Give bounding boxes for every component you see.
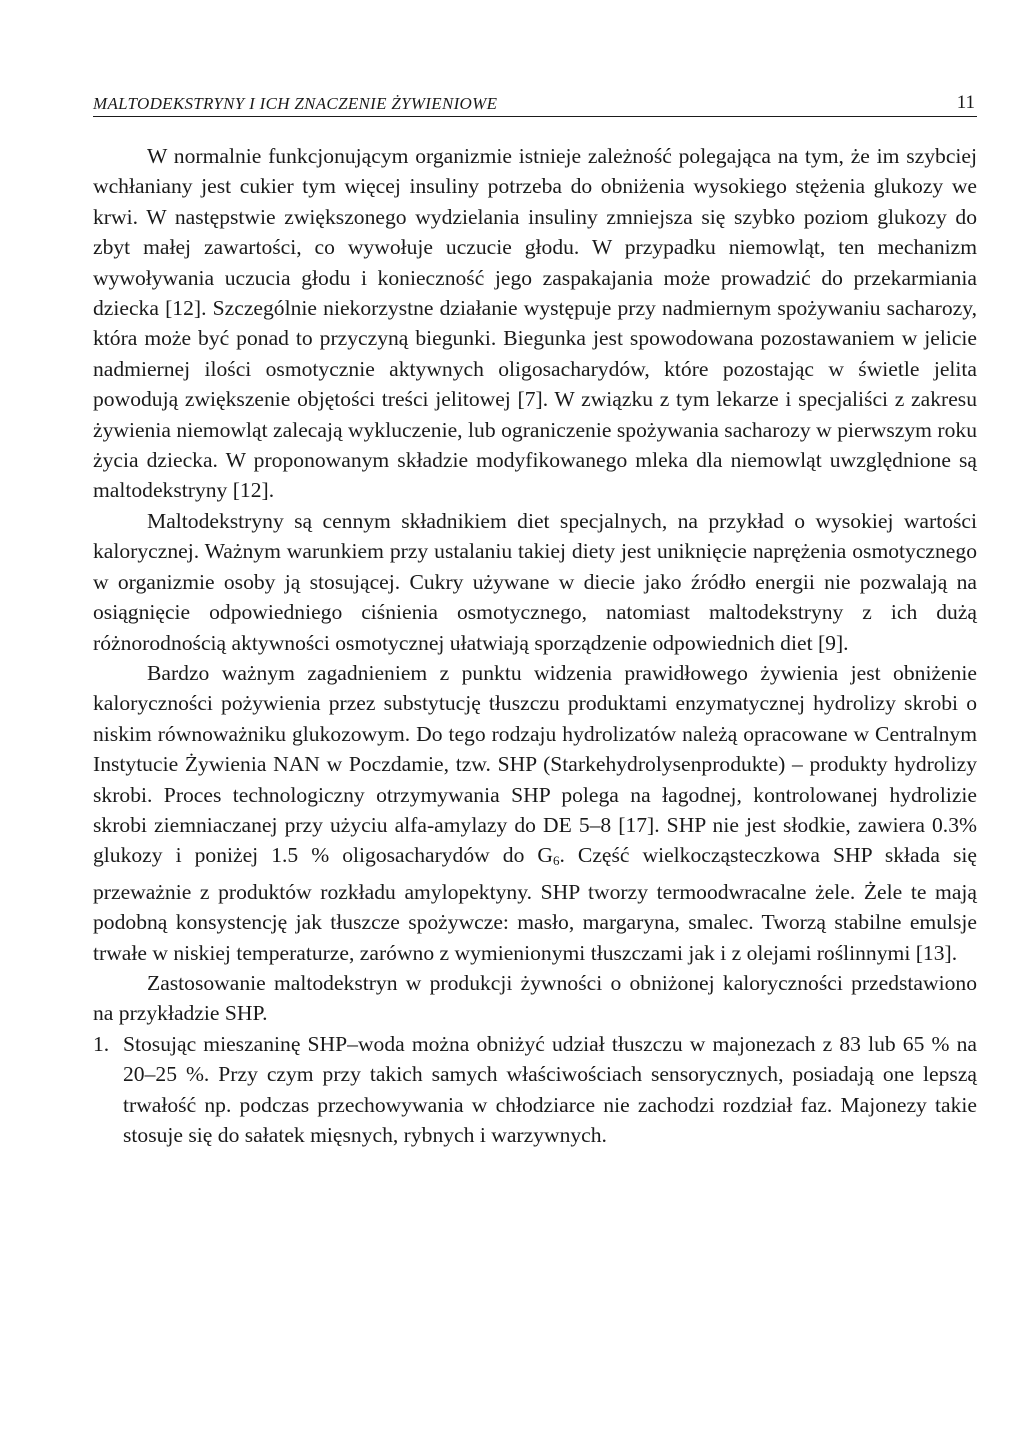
running-title: MALTODEKSTRYNY I ICH ZNACZENIE ŻYWIENIOWE: [93, 94, 498, 113]
list-item: [93, 1029, 977, 1151]
paragraph-1: W normalnie funkcjonującym organizmie istnieje zależność polegająca na tym, że im szybciej wchłaniany jest cukier tym więcej insuliny potrzeba do obniżenia wysokiego stężenia glukozy we krwi. W następstwie zwiększonego wydzielania insuliny zmniejsza się szybko poziom glukozy do zbyt małej zawartości, co wywołuje uczucie głodu. W przypadku niemowląt, ten mechanizm wywoływania uczucia głodu i konieczność jego zaspakajania może prowadzić do przekarmiania dziecka [12]. Szczególnie niekorzystne działanie występuje przy nadmiernym spożywaniu sacharozy, która może być ponad to przyczyną biegunki. Biegunka jest spowodowana pozostawaniem w jelicie nadmiernej ilości osmotycznie aktywnych oligosacharydów, które pozostając w świetle jelita powodują zwiększenie objętości treści jelitowej [7]. W związku z tym lekarze i specjaliści z zakresu żywienia niemowląt zalecają wykluczenie, lub ograniczenie spożywania sacharozy w pierwszym roku życia dziecka. W proponowanym składzie modyfikowanego mleka dla niemowląt uwzględnione są maltodekstryny [12].: [93, 144, 977, 503]
paragraph-2: Maltodekstryny są cennym składnikiem diet specjalnych, na przykład o wysokiej wartości kalorycznej. Ważnym warunkiem przy ustalaniu takiej diety jest uniknięcie naprężenia osmotycznego w organizmie osoby ją stosującej. Cukry używane w diecie jako źródło energii nie pozwalają na osiągnięcie odpowiedniego ciśnienia osmotycznego, natomiast maltodekstryny z ich dużą różnorodnością aktywności osmotycznej ułatwiają sporządzenie odpowiednich diet [9].: [93, 508, 977, 655]
paragraph-3-text-b: . Część wielkocząsteczkowa SHP składa się przeważnie z produktów rozkładu amylopektyny. SHP tworzy termoodwracalne żele. Żele te mają podobną konsystencję jak tłuszcze spożywcze: masło, margaryna, smalec. Tworzą stabilne emulsje trwałe w niskiej temperaturze, zarówno z wymienionymi tłuszczami jak i z olejami roślinnymi [13].: [93, 843, 977, 965]
paragraph-3-text-a: Bardzo ważnym zagadnieniem z punktu widzenia prawidłowego żywienia jest obniżenie kaloryczności pożywienia przez substytucję tłuszczu produktami enzymatycznej hydrolizy skrobi o niskim równoważniku glukozowym. Do tego rodzaju hydrolizatów należą opracowane w Centralnym Instytucie Żywienia NAN w Poczdamie, tzw. SHP (Starkehydrolysenprodukte) – produkty hydrolizy skrobi. Proces technologiczny otrzymywania SHP polega na łagodnej, kontrolowanej hydrolizie skrobi ziemniaczanej przy użyciu alfa-amylazy do DE 5–8 [17]. SHP nie jest słodkie, zawiera 0.3% glukozy i poniżej 1.5 % oligosacharydów do G: [93, 660, 977, 868]
page-number: 11: [956, 92, 975, 113]
subscript-g6: 6: [553, 853, 560, 869]
document-page: [93, 92, 977, 1150]
body-text: [93, 141, 977, 1150]
paragraph-3: [93, 658, 977, 968]
running-header: [93, 92, 977, 117]
list-item-text: Stosując mieszaninę SHP–woda można obniżyć udział tłuszczu w majonezach z 83 lub 65 % na 20–25 %. Przy czym przy takich samych właściwościach sensorycznych, posiadają one lepszą trwałość np. podczas przechowywania w chłodziarce nie zachodzi rozdział faz. Majonezy takie stosuje się do sałatek mięsnych, rybnych i warzywnych.: [123, 1031, 977, 1147]
paragraph-4: Zastosowanie maltodekstryn w produkcji żywności o obniżonej kaloryczności przedstawiono na przykładzie SHP.: [93, 970, 977, 1026]
list-item-number: 1.: [93, 1031, 110, 1056]
